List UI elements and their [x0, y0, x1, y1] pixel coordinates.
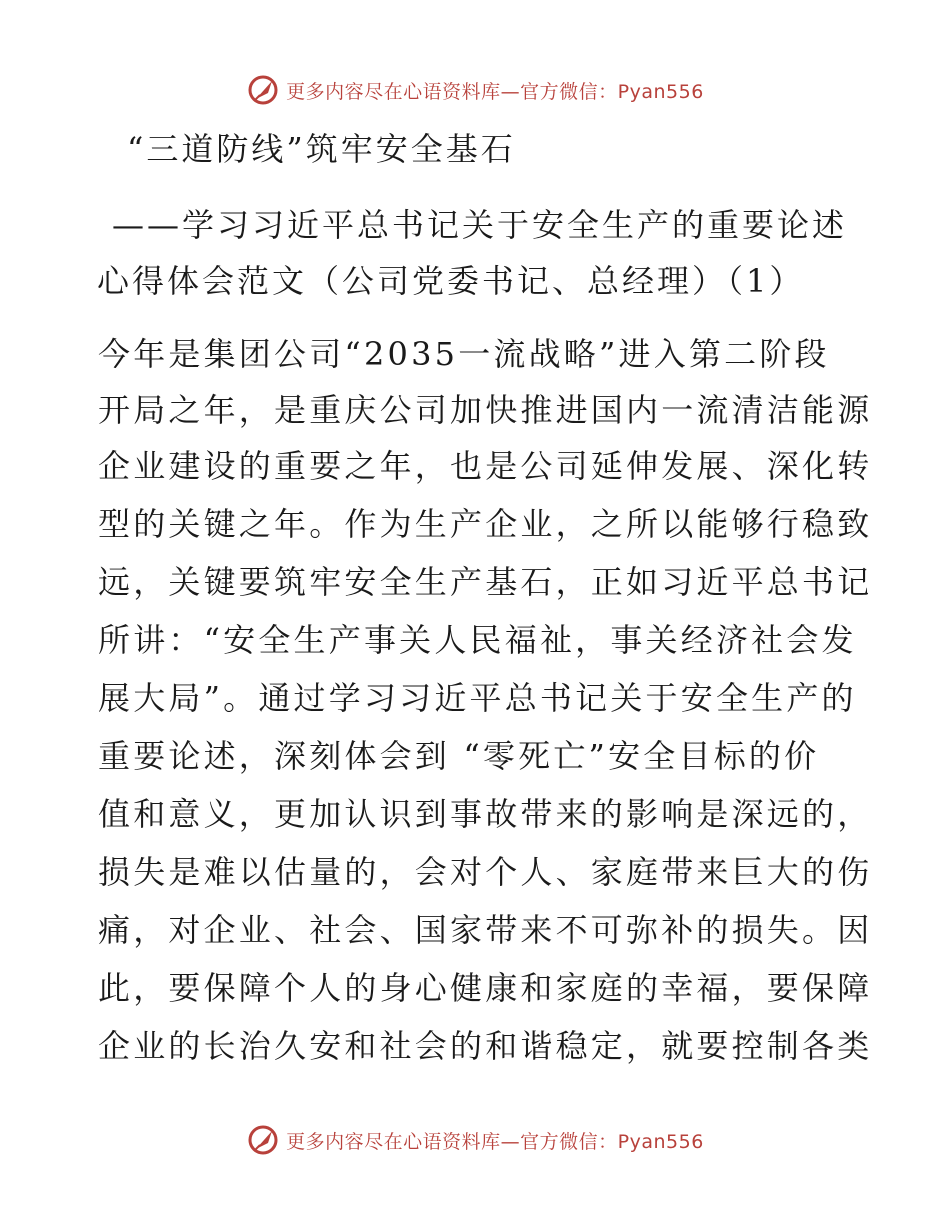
body-line: 企业建设的重要之年，也是公司延伸发展、深化转 [98, 447, 873, 485]
body-line: 损失是难以估量的，会对个人、家庭带来巨大的伤 [98, 853, 873, 891]
watermark-banner-bottom [0, 1122, 950, 1158]
body-line: 企业的长治久安和社会的和谐稳定，就要控制各类 [98, 1027, 873, 1065]
body-line: 今年是集团公司“2035一流战略”进入第二阶段 [98, 335, 830, 373]
body-line: 远，关键要筑牢安全生产基石，正如习近平总书记 [98, 563, 873, 601]
quill-logo-icon [246, 73, 280, 107]
body-line: 此，要保障个人的身心健康和家庭的幸福，要保障 [98, 969, 873, 1007]
document-title: “三道防线”筑牢安全基石 [127, 130, 516, 168]
quill-logo-icon [246, 1123, 280, 1157]
document-subtitle-line-1: ——学习习近平总书记关于安全生产的重要论述 [112, 206, 848, 244]
body-line: 型的关键之年。作为生产企业，之所以能够行稳致 [98, 505, 873, 543]
body-line: 重要论述，深刻体会到 “零死亡”安全目标的价 [98, 737, 820, 775]
body-line: 所讲：“安全生产事关人民福祉，事关经济社会发 [98, 621, 857, 659]
document-subtitle-line-2: 心得体会范文（公司党委书记、总经理）（1） [97, 262, 805, 300]
watermark-text: 更多内容尽在心语资料库—官方微信：Pyan556 [286, 80, 704, 103]
body-line: 展大局”。通过学习习近平总书记关于安全生产的 [98, 679, 857, 717]
body-line: 值和意义，更加认识到事故带来的影响是深远的， [98, 795, 873, 833]
body-line: 开局之年，是重庆公司加快推进国内一流清洁能源 [98, 391, 873, 429]
body-line: 痛，对企业、社会、国家带来不可弥补的损失。因 [98, 911, 873, 949]
watermark-banner-top [0, 72, 950, 108]
watermark-text: 更多内容尽在心语资料库—官方微信：Pyan556 [286, 1130, 704, 1153]
